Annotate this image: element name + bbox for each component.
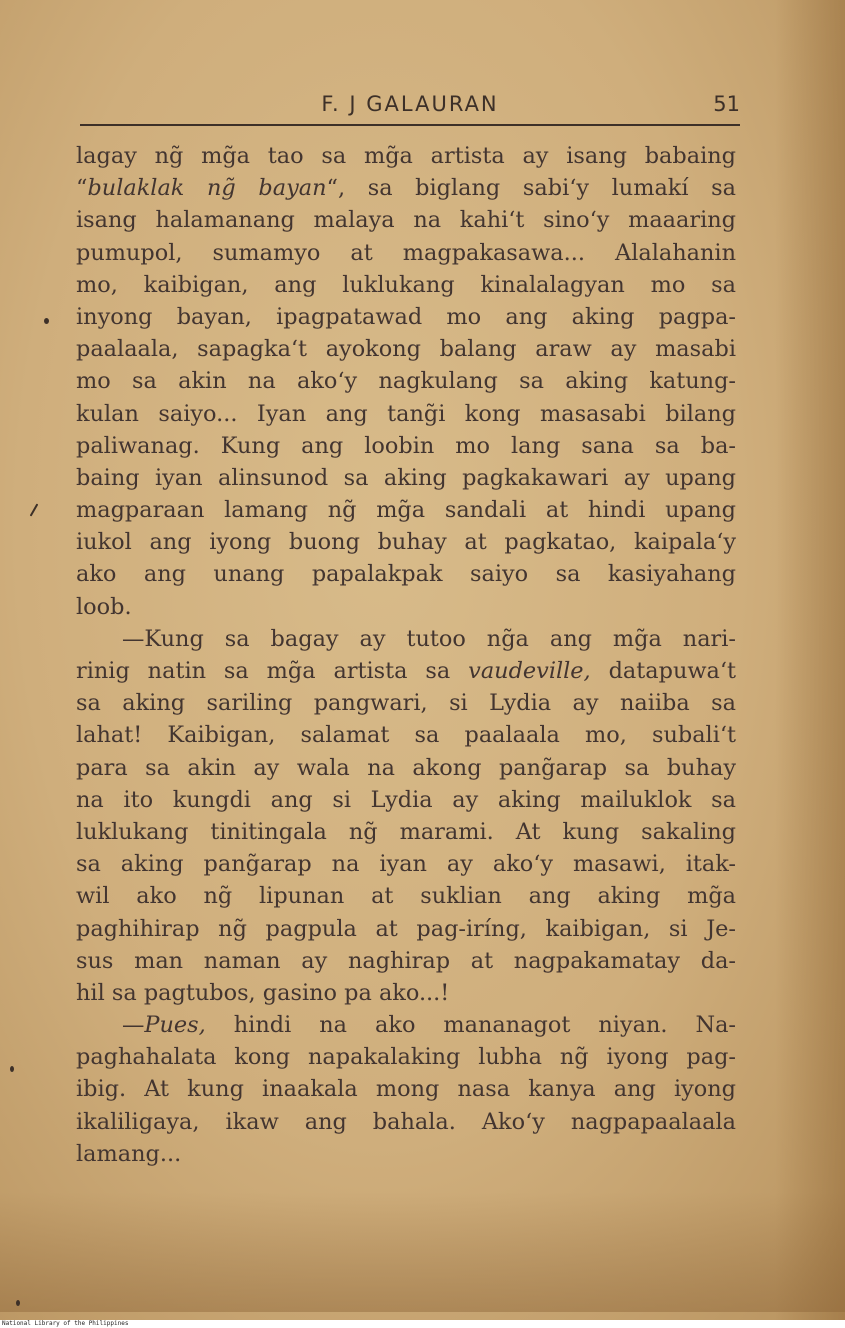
line-text: baing iyan alinsunod sa aking pagkakawari ay upang: [76, 464, 736, 491]
text-line: [76, 462, 736, 494]
text-line: [76, 687, 736, 719]
line-text: lamang...: [76, 1140, 182, 1167]
text-line: [76, 430, 736, 462]
line-text: paalaala, sapagka‘t ayokong balang araw ay masabi: [76, 336, 736, 363]
line-text: —Kung sa bagay ay tutoo ng̃a ang mg̃a nari-: [122, 625, 736, 652]
text-line: [76, 237, 736, 269]
text-line: [76, 816, 736, 848]
line-text: inyong bayan, ipagpatawad mo ang aking pagpa-: [76, 303, 736, 330]
line-text: kulan saiyo... Iyan ang tang̃i kong masasabi bilang: [76, 400, 736, 427]
text-line: [76, 977, 736, 1009]
text-line: [76, 1073, 736, 1105]
text-line: [76, 398, 736, 430]
text-line: [76, 1106, 736, 1138]
text-line: [76, 784, 736, 816]
line-text: para sa akin ay wala na akong pang̃arap sa buhay: [76, 754, 736, 781]
page-number: 51: [713, 92, 740, 116]
text-line: [76, 591, 736, 623]
text-line: [76, 655, 736, 687]
line-text: luklukang tinitingala ng̃ marami. At kung sakaling: [76, 818, 736, 845]
line-text: ikaliligaya, ikaw ang bahala. Ako‘y nagpapaalaala: [76, 1108, 736, 1135]
line-text-after: “, sa biglang sabi‘y lumakí sa: [326, 175, 737, 202]
line-text: iukol ang iyong buong buhay at pagkatao, kaipala‘y: [76, 529, 736, 556]
text-line: [76, 269, 736, 301]
text-line: [76, 1009, 736, 1041]
running-head: [80, 88, 740, 128]
body-text: [76, 140, 736, 1170]
line-text-after: hindi na ako mananagot niyan. Na-: [205, 1012, 736, 1039]
text-line: [76, 204, 736, 236]
line-text: wil ako ng̃ lipunan at suklian ang aking mg̃a: [76, 883, 736, 910]
line-text-italic: vaudeville,: [468, 658, 591, 684]
running-head-title: F. J GALAURAN: [321, 92, 499, 116]
line-text: loob.: [76, 593, 132, 620]
page-speck: [10, 1066, 14, 1072]
text-line: [76, 494, 736, 526]
page-bottom-shadow: [0, 1192, 845, 1312]
line-text-before: rinig natin sa mg̃a artista sa: [76, 658, 469, 684]
text-line: [76, 365, 736, 397]
page-speck: [44, 318, 49, 324]
page-edge-shadow: [775, 0, 845, 1320]
line-text: paghahalata kong napakalaking lubha ng̃ iyong pag-: [76, 1044, 736, 1071]
header-rule: [80, 124, 740, 126]
line-text: na ito kungdi ang si Lydia ay aking mailuklok sa: [76, 786, 736, 813]
line-text: mo, kaibigan, ang luklukang kinalalagyan mo sa: [76, 271, 736, 298]
line-text: hil sa pagtubos, gasino pa ako...!: [76, 979, 450, 1006]
line-text-after: datapuwa‘t: [590, 658, 736, 684]
page-speck: [16, 1300, 20, 1306]
text-line: [76, 719, 736, 751]
text-line: [76, 752, 736, 784]
text-line: [76, 848, 736, 880]
text-line: [76, 945, 736, 977]
text-line: [76, 172, 736, 204]
library-credit: National Library of the Philippines: [0, 1320, 845, 1328]
line-text-before: —: [122, 1012, 145, 1039]
line-text: sa aking sariling pangwari, si Lydia ay naiiba sa: [76, 690, 736, 717]
text-line: [76, 140, 736, 172]
line-text: sus man naman ay naghirap at nagpakamatay da-: [76, 947, 736, 974]
text-line: [76, 1138, 736, 1170]
line-text: pumupol, sumamyo at magpakasawa... Alalahanin: [76, 239, 736, 266]
text-line: [76, 913, 736, 945]
line-text-italic: Pues,: [144, 1012, 206, 1039]
line-text: paliwanag. Kung ang loobin mo lang sana sa ba-: [76, 432, 736, 459]
line-text: lagay ng̃ mg̃a tao sa mg̃a artista ay isang babaing: [76, 143, 736, 169]
line-text: magparaan lamang ng̃ mg̃a sandali at hindi upang: [76, 497, 736, 524]
line-text: mo sa akin na ako‘y nagkulang sa aking katung-: [76, 368, 736, 395]
line-text: ibig. At kung inaakala mong nasa kanya ang iyong: [76, 1076, 736, 1103]
line-text: paghihirap ng̃ pagpula at pag-iríng, kaibigan, si Je-: [76, 915, 736, 942]
text-line: [76, 333, 736, 365]
text-line: [76, 558, 736, 590]
text-line: [76, 1041, 736, 1073]
text-line: [76, 623, 736, 655]
line-text: lahat! Kaibigan, salamat sa paalaala mo, subali‘t: [76, 722, 736, 749]
text-line: [76, 301, 736, 333]
line-text: sa aking pang̃arap na iyan ay ako‘y masawi, itak-: [76, 851, 736, 878]
line-text-italic: bulaklak ng̃ bayan: [87, 175, 327, 202]
line-text: isang halamanang malaya na kahi‘t sino‘y maaaring: [76, 207, 736, 234]
line-text-before: “: [76, 175, 88, 202]
line-text: ako ang unang papalakpak saiyo sa kasiyahang: [76, 561, 736, 588]
text-line: [76, 880, 736, 912]
page-speck: [30, 503, 39, 516]
text-line: [76, 526, 736, 558]
